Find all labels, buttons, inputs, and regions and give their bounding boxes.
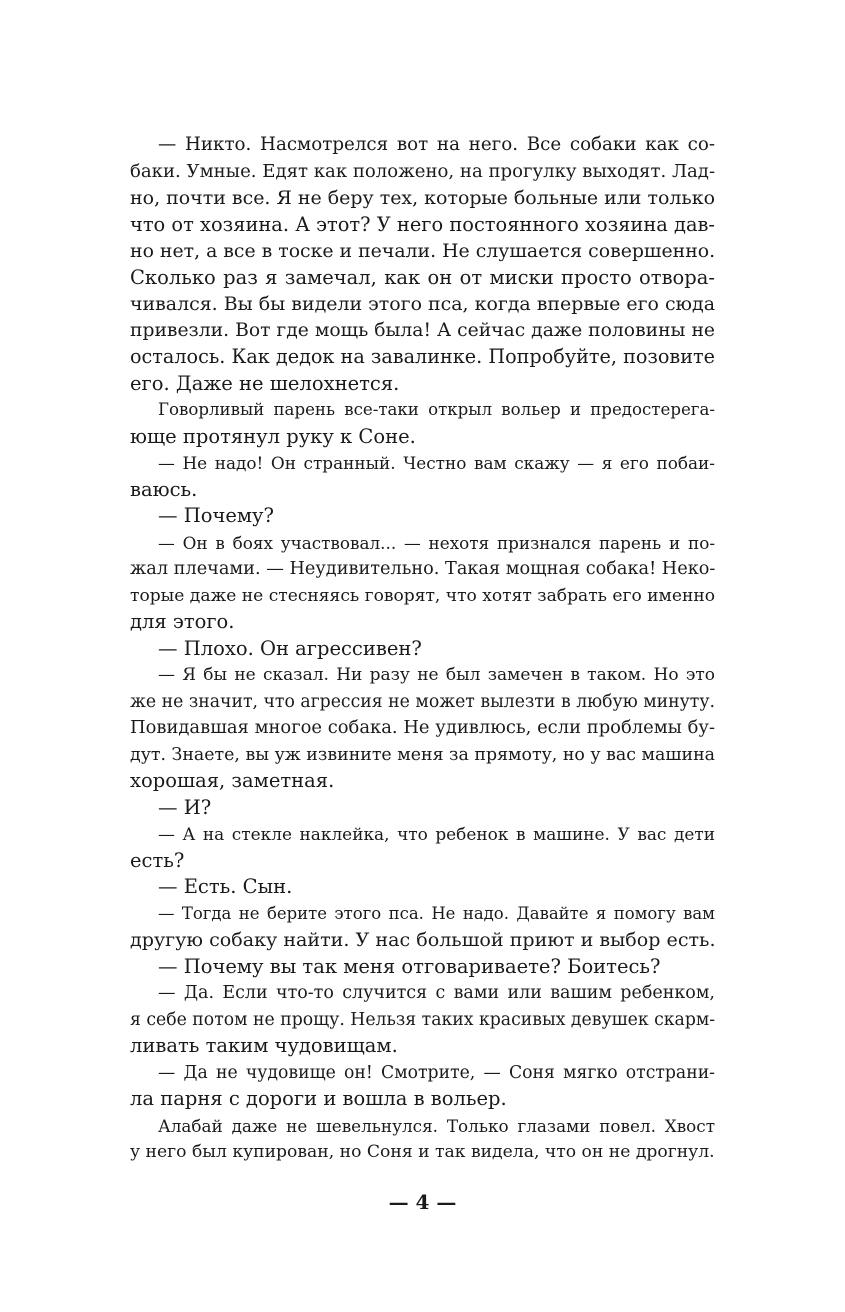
text-line: юще протянул руку к Соне. <box>130 424 416 448</box>
paragraph <box>130 980 715 1060</box>
text-line: — Никто. Насмотрелся вот на него. Все собаки как со- <box>158 134 715 155</box>
text-line: — Да. Если что-то случится с вами или вашим ребенком, <box>158 983 715 1003</box>
text-line: хорошая, заметная. <box>130 769 335 792</box>
text-line: Сколько раз я замечал, как он от миски просто отвора- <box>130 265 715 289</box>
text-line: — Я бы не сказал. Ни разу не был замечен в таком. Но это <box>158 665 715 685</box>
text-line: — Плохо. Он агрессивен? <box>158 636 422 660</box>
text-line: — Почему? <box>158 504 274 527</box>
paragraph <box>130 530 715 636</box>
text-line: — Да не чудовище он! Смотрите, — Соня мягко отстрани- <box>158 1062 715 1083</box>
text-line: Повидавшая многое собака. Не удивлюсь, если проблемы бу- <box>130 717 715 738</box>
text-line: же не значит, что агрессия не может вылезти в любую минуту. <box>130 691 715 712</box>
text-line: — Почему вы так меня отговариваете? Боитесь? <box>158 954 661 978</box>
text-line: Алабай даже не шевельнулся. Только глазами повел. Хвост <box>158 1115 715 1136</box>
paragraph <box>130 636 715 663</box>
paragraph <box>130 874 715 901</box>
paragraph <box>130 821 715 874</box>
paragraph <box>130 132 715 397</box>
text-line: — А на стекле наклейка, что ребенок в машине. У вас дети <box>158 824 715 844</box>
text-line: у него был купирован, но Соня и так видела, что он не дрогнул. <box>130 1142 715 1162</box>
text-line: я себе потом не прощу. Нельзя таких красивых девушек скарм- <box>130 1009 716 1030</box>
page-body <box>130 132 715 1166</box>
paragraph <box>130 662 715 795</box>
text-line: жал плечами. — Неудивительно. Такая мощная собака! Неко- <box>130 559 716 579</box>
text-line: — Он в боях участвовал... — нехотя признался парень и по- <box>158 532 715 553</box>
text-line: осталось. Как дедок на завалинке. Попробуйте, позовите <box>130 345 715 368</box>
text-line: торые даже не стесняясь говорят, что хотят забрать его именно <box>130 585 715 606</box>
paragraph <box>130 397 715 450</box>
text-line: ливать таким чудовищам. <box>130 1034 398 1057</box>
text-line: но нет, а все в тоске и печали. Не слушается совершенно. <box>130 240 716 262</box>
text-line: — Тогда не берите этого пса. Не надо. Давайте я помогу вам <box>158 903 715 923</box>
text-line: для этого. <box>130 610 235 633</box>
paragraph <box>130 450 715 503</box>
text-line: баки. Умные. Едят как положено, на прогулку выходят. Лад- <box>130 160 716 182</box>
text-line: что от хозяина. А этот? У него постоянного хозяина дав- <box>130 212 715 236</box>
text-line: ваюсь. <box>130 477 198 501</box>
paragraph <box>130 795 715 822</box>
paragraph <box>130 954 715 981</box>
paragraph <box>130 1113 715 1166</box>
text-line: привезли. Вот где мощь была! А сейчас даже половины не <box>130 319 715 341</box>
paragraph <box>130 1060 715 1113</box>
text-line: Говорливый парень все-таки открыл вольер и предостерега- <box>158 400 715 419</box>
page-number: — 4 — <box>388 1190 457 1214</box>
text-line: другую собаку найти. У нас большой приют и выбор есть. <box>130 929 716 951</box>
text-line: ла парня с дороги и вошла в вольер. <box>130 1087 507 1110</box>
text-line: дут. Знаете, вы уж извините меня за прямоту, но у вас машина <box>130 744 715 765</box>
text-line: — И? <box>158 795 212 819</box>
text-line: его. Даже не шелохнется. <box>130 371 400 395</box>
text-line: но, почти все. Я не беру тех, которые больные или только <box>130 187 716 209</box>
text-line: есть? <box>130 848 185 872</box>
paragraph <box>130 503 715 530</box>
paragraph <box>130 901 715 954</box>
text-line: чивался. Вы бы видели этого пса, когда впервые его сюда <box>130 293 715 315</box>
text-line: — Есть. Сын. <box>158 875 293 898</box>
text-line: — Не надо! Он странный. Честно вам скажу — я его побаи- <box>158 453 715 473</box>
